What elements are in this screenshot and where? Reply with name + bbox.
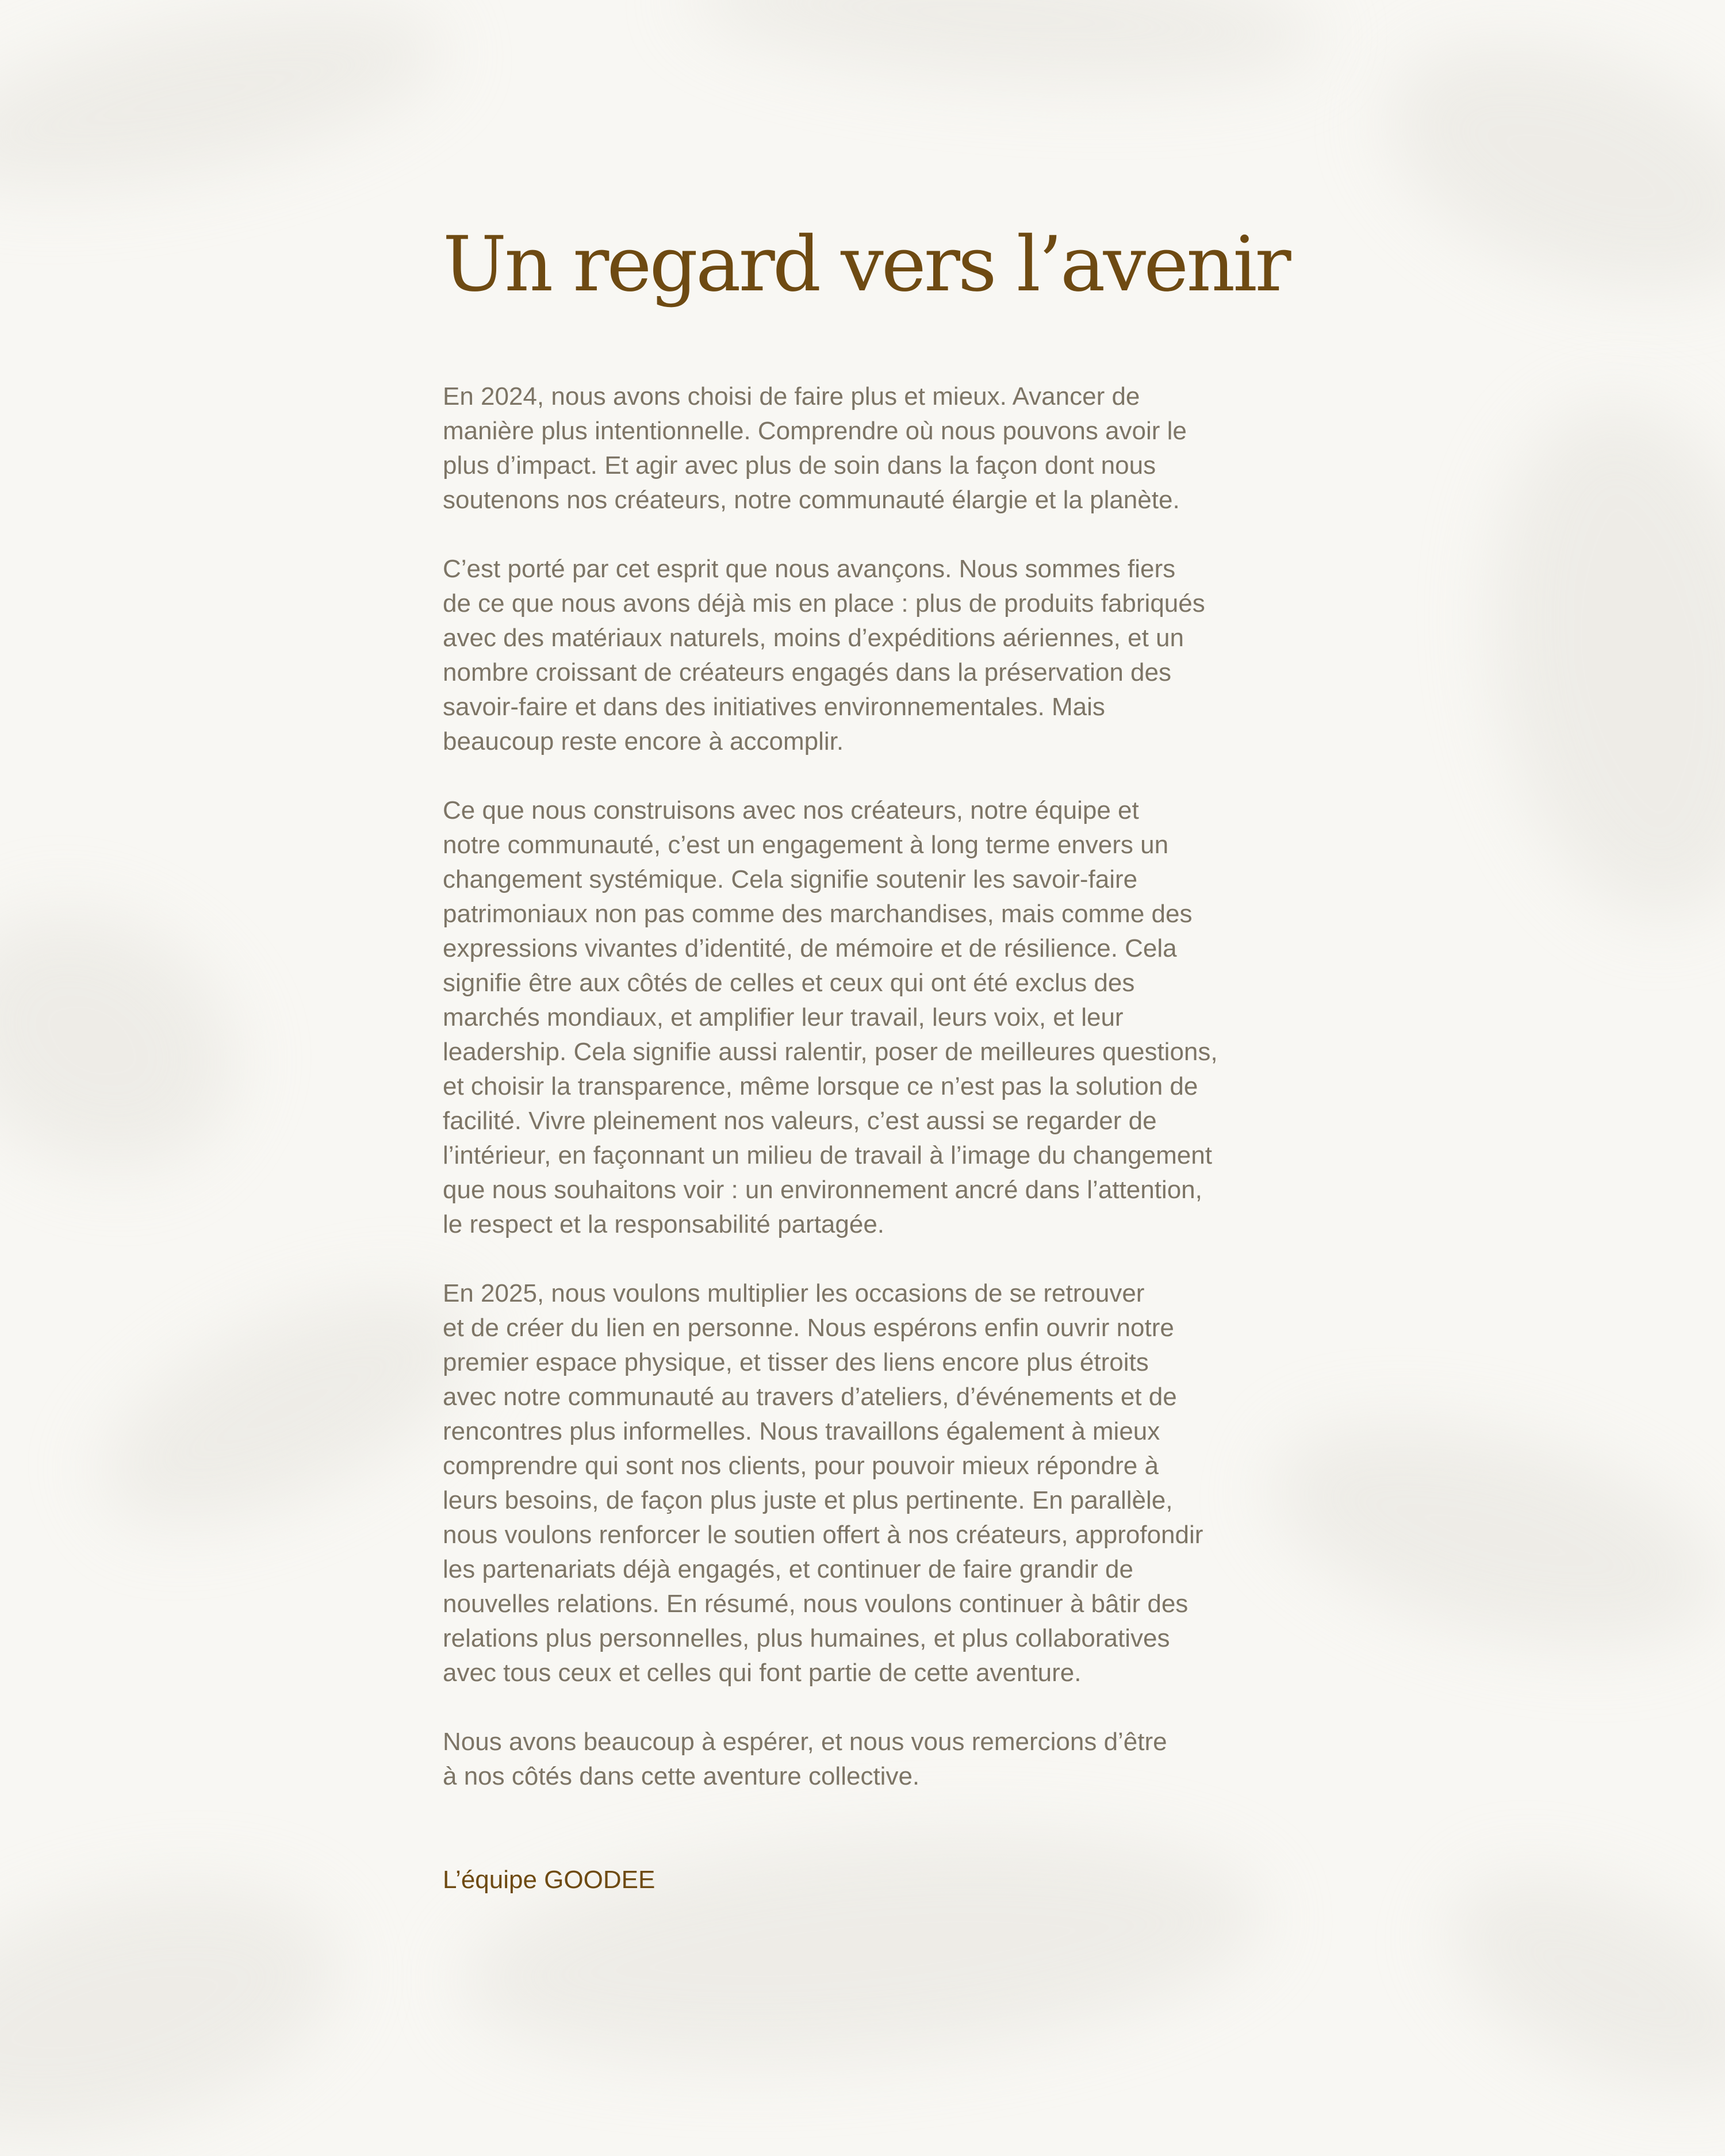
paragraph-thanks: Nous avons beaucoup à espérer, et nous vous remercions d’être à nos côtés dans cette aventure collective.	[443, 1728, 1167, 1790]
shadow-blob	[68, 1245, 506, 1572]
page-title: Un regard vers l’avenir	[443, 220, 1289, 309]
shadow-blob	[0, 0, 458, 225]
paragraph-2024: En 2024, nous avons choisi de faire plus et mieux. Avancer de manière plus intentionnelle. Comprendre où nous pouvons avoir le plus d’impact. Et agir avec plus de soin dans la façon dont nous soutenons nos créateurs, notre communauté élargie et la planète.	[443, 382, 1187, 514]
paragraph-2025: En 2025, nous voulons multiplier les occasions de se retrouver et de créer du lien en personne. Nous espérons enfin ouvrir notre premier espace physique, et tisser des liens encore plus étroits avec notre communauté au travers d’ateliers, d’événements et de rencontres plus informelles. Nous travaillons également à mieux comprendre qui sont nos clients, pour pouvoir mieux répondre à leurs besoins, de façon plus juste et plus pertinente. En parallèle, nous voulons renforcer le soutien offert à nos créateurs, approfondir les partenariats déjà engagés, et continuer de faire grandir de nouvelles relations. En résumé, nous voulons continuer à bâtir des relations plus personnelles, plus humaines, et plus collaboratives avec tous ceux et celles qui font partie de cette aventure.	[443, 1279, 1203, 1687]
letter-content	[443, 218, 1340, 1897]
paragraph-spirit: C’est porté par cet esprit que nous avançons. Nous sommes fiers de ce que nous avons déjà mis en place : plus de produits fabriqués avec des matériaux naturels, moins d’expéditions aériennes, et un nombre croissant de créateurs engagés dans la préservation des savoir-faire et dans des initiatives environnementales. Mais beaucoup reste encore à accomplir.	[443, 555, 1205, 755]
shadow-blob	[1460, 385, 1725, 938]
shadow-blob	[0, 861, 282, 1220]
letter-body	[443, 379, 1340, 1794]
signature: L’équipe GOODEE	[443, 1866, 656, 1894]
shadow-blob	[1417, 1832, 1725, 2134]
shadow-blob	[0, 1842, 367, 2156]
shadow-blob	[1355, 0, 1725, 338]
shadow-blob	[687, 0, 1327, 102]
paragraph-commitment: Ce que nous construisons avec nos créateurs, notre équipe et notre communauté, c’est un engagement à long terme envers un changement systémique. Cela signifie soutenir les savoir-faire patrimoniaux non pas comme des marchandises, mais comme des expressions vivantes d’identité, de mémoire et de résilience. Cela signifie être aux côtés de celles et ceux qui ont été exclus des marchés mondiaux, et amplifier leur travail, leurs voix, et leur leadership. Cela signifie aussi ralentir, poser de meilleures questions, et choisir la transparence, même lorsque ce n’est pas la solution de facilité. Vivre pleinement nos valeurs, c’est aussi se regarder de l’intérieur, en façonnant un milieu de travail à l’image du changement que nous souhaitons voir : un environnement ancré dans l’attention, le respect et la responsabilité partagée.	[443, 796, 1218, 1238]
